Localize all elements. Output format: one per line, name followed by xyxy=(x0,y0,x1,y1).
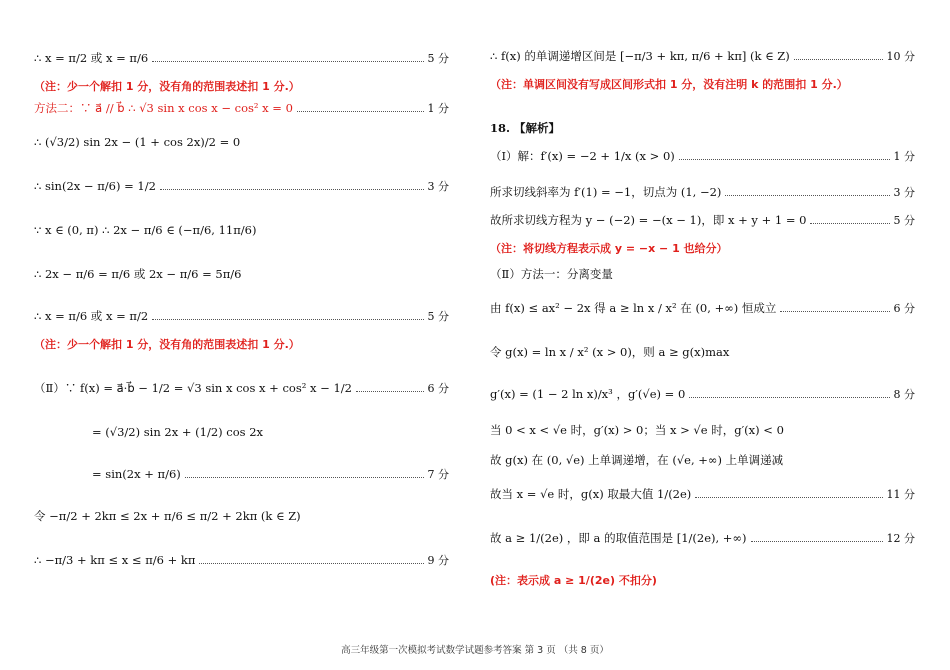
score-label: 1 分 xyxy=(893,150,915,163)
solution-line xyxy=(490,264,915,284)
score-label: 5 分 xyxy=(427,310,449,323)
line-text: = (√3/2) sin 2x + (1/2) cos 2x xyxy=(92,425,264,439)
solution-line xyxy=(34,378,449,398)
solution-line xyxy=(490,420,915,440)
leader-dots xyxy=(199,563,423,564)
leader-dots xyxy=(160,189,424,190)
leader-dots xyxy=(689,397,889,398)
leader-dots xyxy=(695,497,882,498)
line-text: ∴ x = π/6 或 x = π/2 xyxy=(34,309,149,323)
leader-dots xyxy=(751,541,883,542)
solution-line xyxy=(490,342,915,362)
grading-note xyxy=(490,570,915,590)
grading-note xyxy=(490,238,915,258)
line-text: ∴ −π/3 + kπ ≤ x ≤ π/6 + kπ xyxy=(34,553,196,567)
solution-line xyxy=(490,384,915,404)
leader-dots xyxy=(810,223,889,224)
score-label: 9 分 xyxy=(427,554,449,567)
score-label: 3 分 xyxy=(893,186,915,199)
line-text: 故当 x = √e 时，g(x) 取最大值 1/(2e) xyxy=(490,487,692,501)
solution-line xyxy=(92,464,449,484)
note-text: (注：表示成 a ≥ 1/(2e) 不扣分) xyxy=(490,574,657,587)
line-text: ∴ x = π/2 或 x = π/6 xyxy=(34,51,149,65)
score-label: 10 分 xyxy=(886,50,915,63)
solution-line xyxy=(34,176,449,196)
line-text: 故所求切线方程为 y − (−2) = −(x − 1)，即 x + y + 1 = 0 xyxy=(490,213,807,227)
grading-note xyxy=(34,76,449,96)
solution-line xyxy=(490,146,915,166)
line-text: 所求切线斜率为 f′(1) = −1，切点为 (1, −2) xyxy=(490,185,722,199)
score-label: 8 分 xyxy=(893,388,915,401)
solution-line xyxy=(34,98,449,118)
score-label: 1 分 xyxy=(427,102,449,115)
solution-line xyxy=(92,422,449,442)
line-text: ∴ sin(2x − π/6) = 1/2 xyxy=(34,179,156,193)
solution-line xyxy=(490,182,915,202)
solution-line xyxy=(34,48,449,68)
line-text: （Ⅱ）方法一：分离变量 xyxy=(490,267,613,281)
solution-line xyxy=(490,46,915,66)
line-text: ∵ x ∈ (0, π) ∴ 2x − π/6 ∈ (−π/6, 11π/6) xyxy=(34,223,257,237)
score-label: 3 分 xyxy=(427,180,449,193)
leader-dots xyxy=(725,195,889,196)
solution-line xyxy=(490,484,915,504)
solution-line xyxy=(490,528,915,548)
solution-line xyxy=(490,210,915,230)
solution-line xyxy=(490,118,915,138)
solution-line xyxy=(34,506,449,526)
line-text: 故 a ≥ 1/(2e) ，即 a 的取值范围是 [1/(2e), +∞) xyxy=(490,531,747,545)
score-label: 5 分 xyxy=(893,214,915,227)
score-label: 12 分 xyxy=(886,532,915,545)
line-text: = sin(2x + π/6) xyxy=(92,467,181,481)
line-text: 当 0 < x < √e 时，g′(x) > 0；当 x > √e 时，g′(x) < 0 xyxy=(490,423,784,437)
line-text: 18. 【解析】 xyxy=(490,121,561,135)
solution-line xyxy=(34,264,449,284)
leader-dots xyxy=(679,159,890,160)
leader-dots xyxy=(356,391,424,392)
line-text: ∴ f(x) 的单调递增区间是 [−π/3 + kπ, π/6 + kπ] (k ∈ Z) xyxy=(490,49,790,63)
solution-line xyxy=(34,550,449,570)
note-text: （注：少一个解扣 1 分，没有角的范围表述扣 1 分.） xyxy=(34,80,300,93)
grading-note xyxy=(490,74,915,94)
score-label: 6 分 xyxy=(893,302,915,315)
line-text: g′(x) = (1 − 2 ln x)/x³ ，g′(√e) = 0 xyxy=(490,387,686,401)
score-label: 7 分 xyxy=(427,468,449,481)
page-footer: 高三年级第一次模拟考试数学试题参考答案 第 3 页 （共 8 页） xyxy=(341,645,609,656)
line-text: 故 g(x) 在 (0, √e) 上单调递增，在 (√e, +∞) 上单调递减 xyxy=(490,453,784,467)
solution-line xyxy=(490,298,915,318)
score-label: 6 分 xyxy=(427,382,449,395)
line-text: ∴ 2x − π/6 = π/6 或 2x − π/6 = 5π/6 xyxy=(34,267,242,281)
line-text: （Ⅰ）解：f′(x) = −2 + 1/x (x > 0) xyxy=(490,149,675,163)
leader-dots xyxy=(794,59,883,60)
solution-line xyxy=(34,306,449,326)
grading-note xyxy=(34,334,449,354)
score-label: 11 分 xyxy=(886,488,915,501)
note-text: （注：单调区间没有写成区间形式扣 1 分，没有注明 k 的范围扣 1 分.） xyxy=(490,78,848,91)
leader-dots xyxy=(152,319,423,320)
line-text: 由 f(x) ≤ ax² − 2x 得 a ≥ ln x / x² 在 (0, +∞) 恒成立 xyxy=(490,301,777,315)
solution-line xyxy=(34,132,449,152)
solution-line xyxy=(34,220,449,240)
line-text: （Ⅱ）∵ f(x) = a⃗·b⃗ − 1/2 = √3 sin x cos x + cos² x − 1/2 xyxy=(34,381,352,395)
line-text: 方法二：∵ a⃗ // b⃗ ∴ √3 sin x cos x − cos² x = 0 xyxy=(34,101,293,115)
note-text: （注：将切线方程表示成 y = −x − 1 也给分） xyxy=(490,242,728,255)
leader-dots xyxy=(297,111,424,112)
leader-dots xyxy=(185,477,424,478)
score-label: 5 分 xyxy=(427,52,449,65)
solution-line xyxy=(490,450,915,470)
leader-dots xyxy=(780,311,889,312)
line-text: ∴ (√3/2) sin 2x − (1 + cos 2x)/2 = 0 xyxy=(34,135,241,149)
note-text: （注：少一个解扣 1 分，没有角的范围表述扣 1 分.） xyxy=(34,338,300,351)
line-text: 令 g(x) = ln x / x² (x > 0)，则 a ≥ g(x)max xyxy=(490,345,730,359)
leader-dots xyxy=(152,61,423,62)
line-text: 令 −π/2 + 2kπ ≤ 2x + π/6 ≤ π/2 + 2kπ (k ∈ Z) xyxy=(34,509,301,523)
